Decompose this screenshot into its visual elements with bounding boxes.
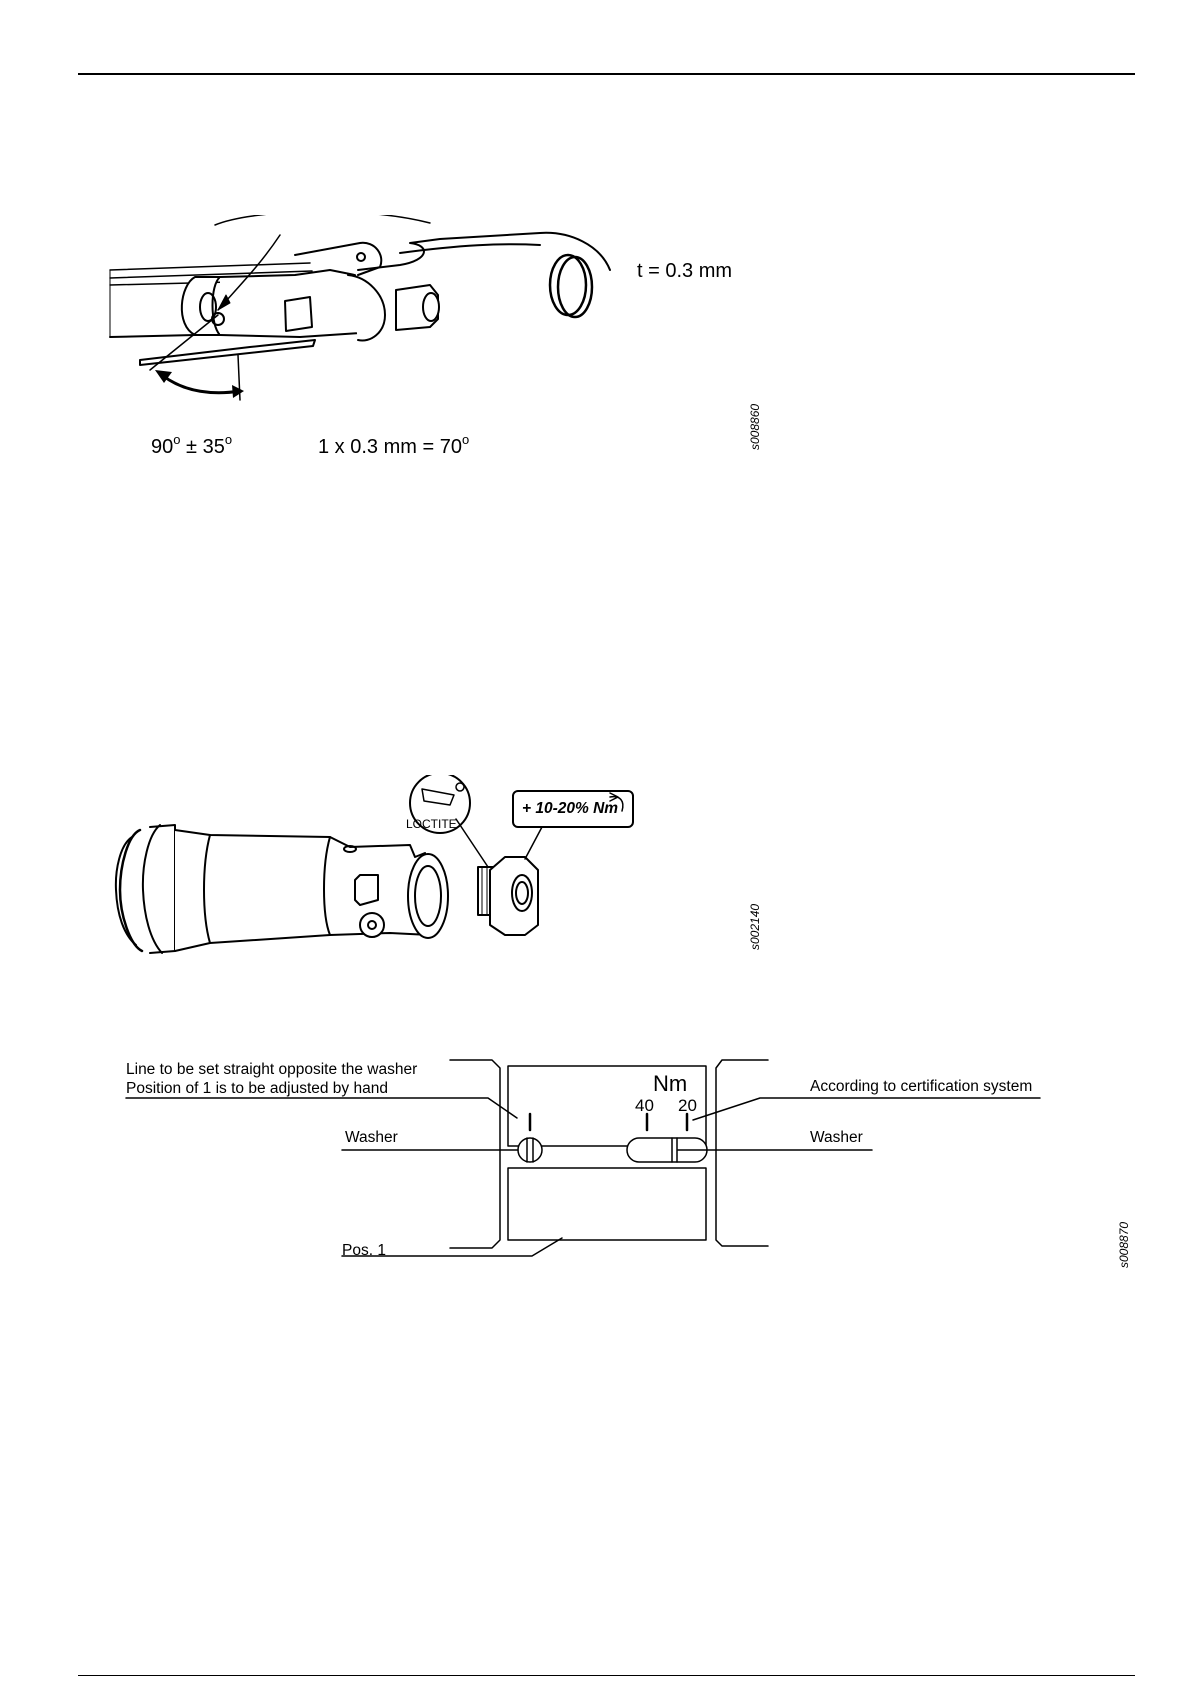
figure2-code: s002140 xyxy=(748,903,762,950)
cert-label: According to certification system xyxy=(810,1078,1033,1095)
angle-sign: ± xyxy=(186,436,198,458)
angle-main-degree: o xyxy=(173,432,181,447)
equation-text: 1 x 0.3 mm = 70 xyxy=(318,436,462,458)
line-note-1: Line to be set straight opposite the washer xyxy=(126,1061,418,1078)
line-note-2: Position of 1 is to be adjusted by hand xyxy=(126,1080,388,1097)
scale-40-label: 40 xyxy=(635,1096,654,1115)
loctite-label: LOCTITE xyxy=(406,817,457,831)
angle-tolerance-degree: o xyxy=(224,432,233,447)
scale-20-label: 20 xyxy=(678,1096,697,1115)
footer-rule xyxy=(78,1675,1135,1676)
angle-main: 90 xyxy=(151,436,174,458)
unit-label: Nm xyxy=(653,1071,688,1096)
equation-degree: o xyxy=(461,432,470,447)
thickness-label: t = 0.3 mm xyxy=(637,260,733,282)
equation-label xyxy=(318,432,469,459)
pos-label: Pos. 1 xyxy=(342,1242,386,1259)
torque-label: + 10-20% Nm xyxy=(522,800,619,817)
washer-right-label: Washer xyxy=(810,1129,863,1146)
header-rule xyxy=(78,73,1135,75)
angle-tolerance: 35 xyxy=(202,436,225,458)
washer-left-label: Washer xyxy=(345,1129,398,1146)
figure1-illustration xyxy=(100,215,620,405)
figure3-code: s008870 xyxy=(1117,1221,1131,1268)
figure1-code: s008860 xyxy=(748,403,762,450)
angle-label xyxy=(151,432,232,459)
